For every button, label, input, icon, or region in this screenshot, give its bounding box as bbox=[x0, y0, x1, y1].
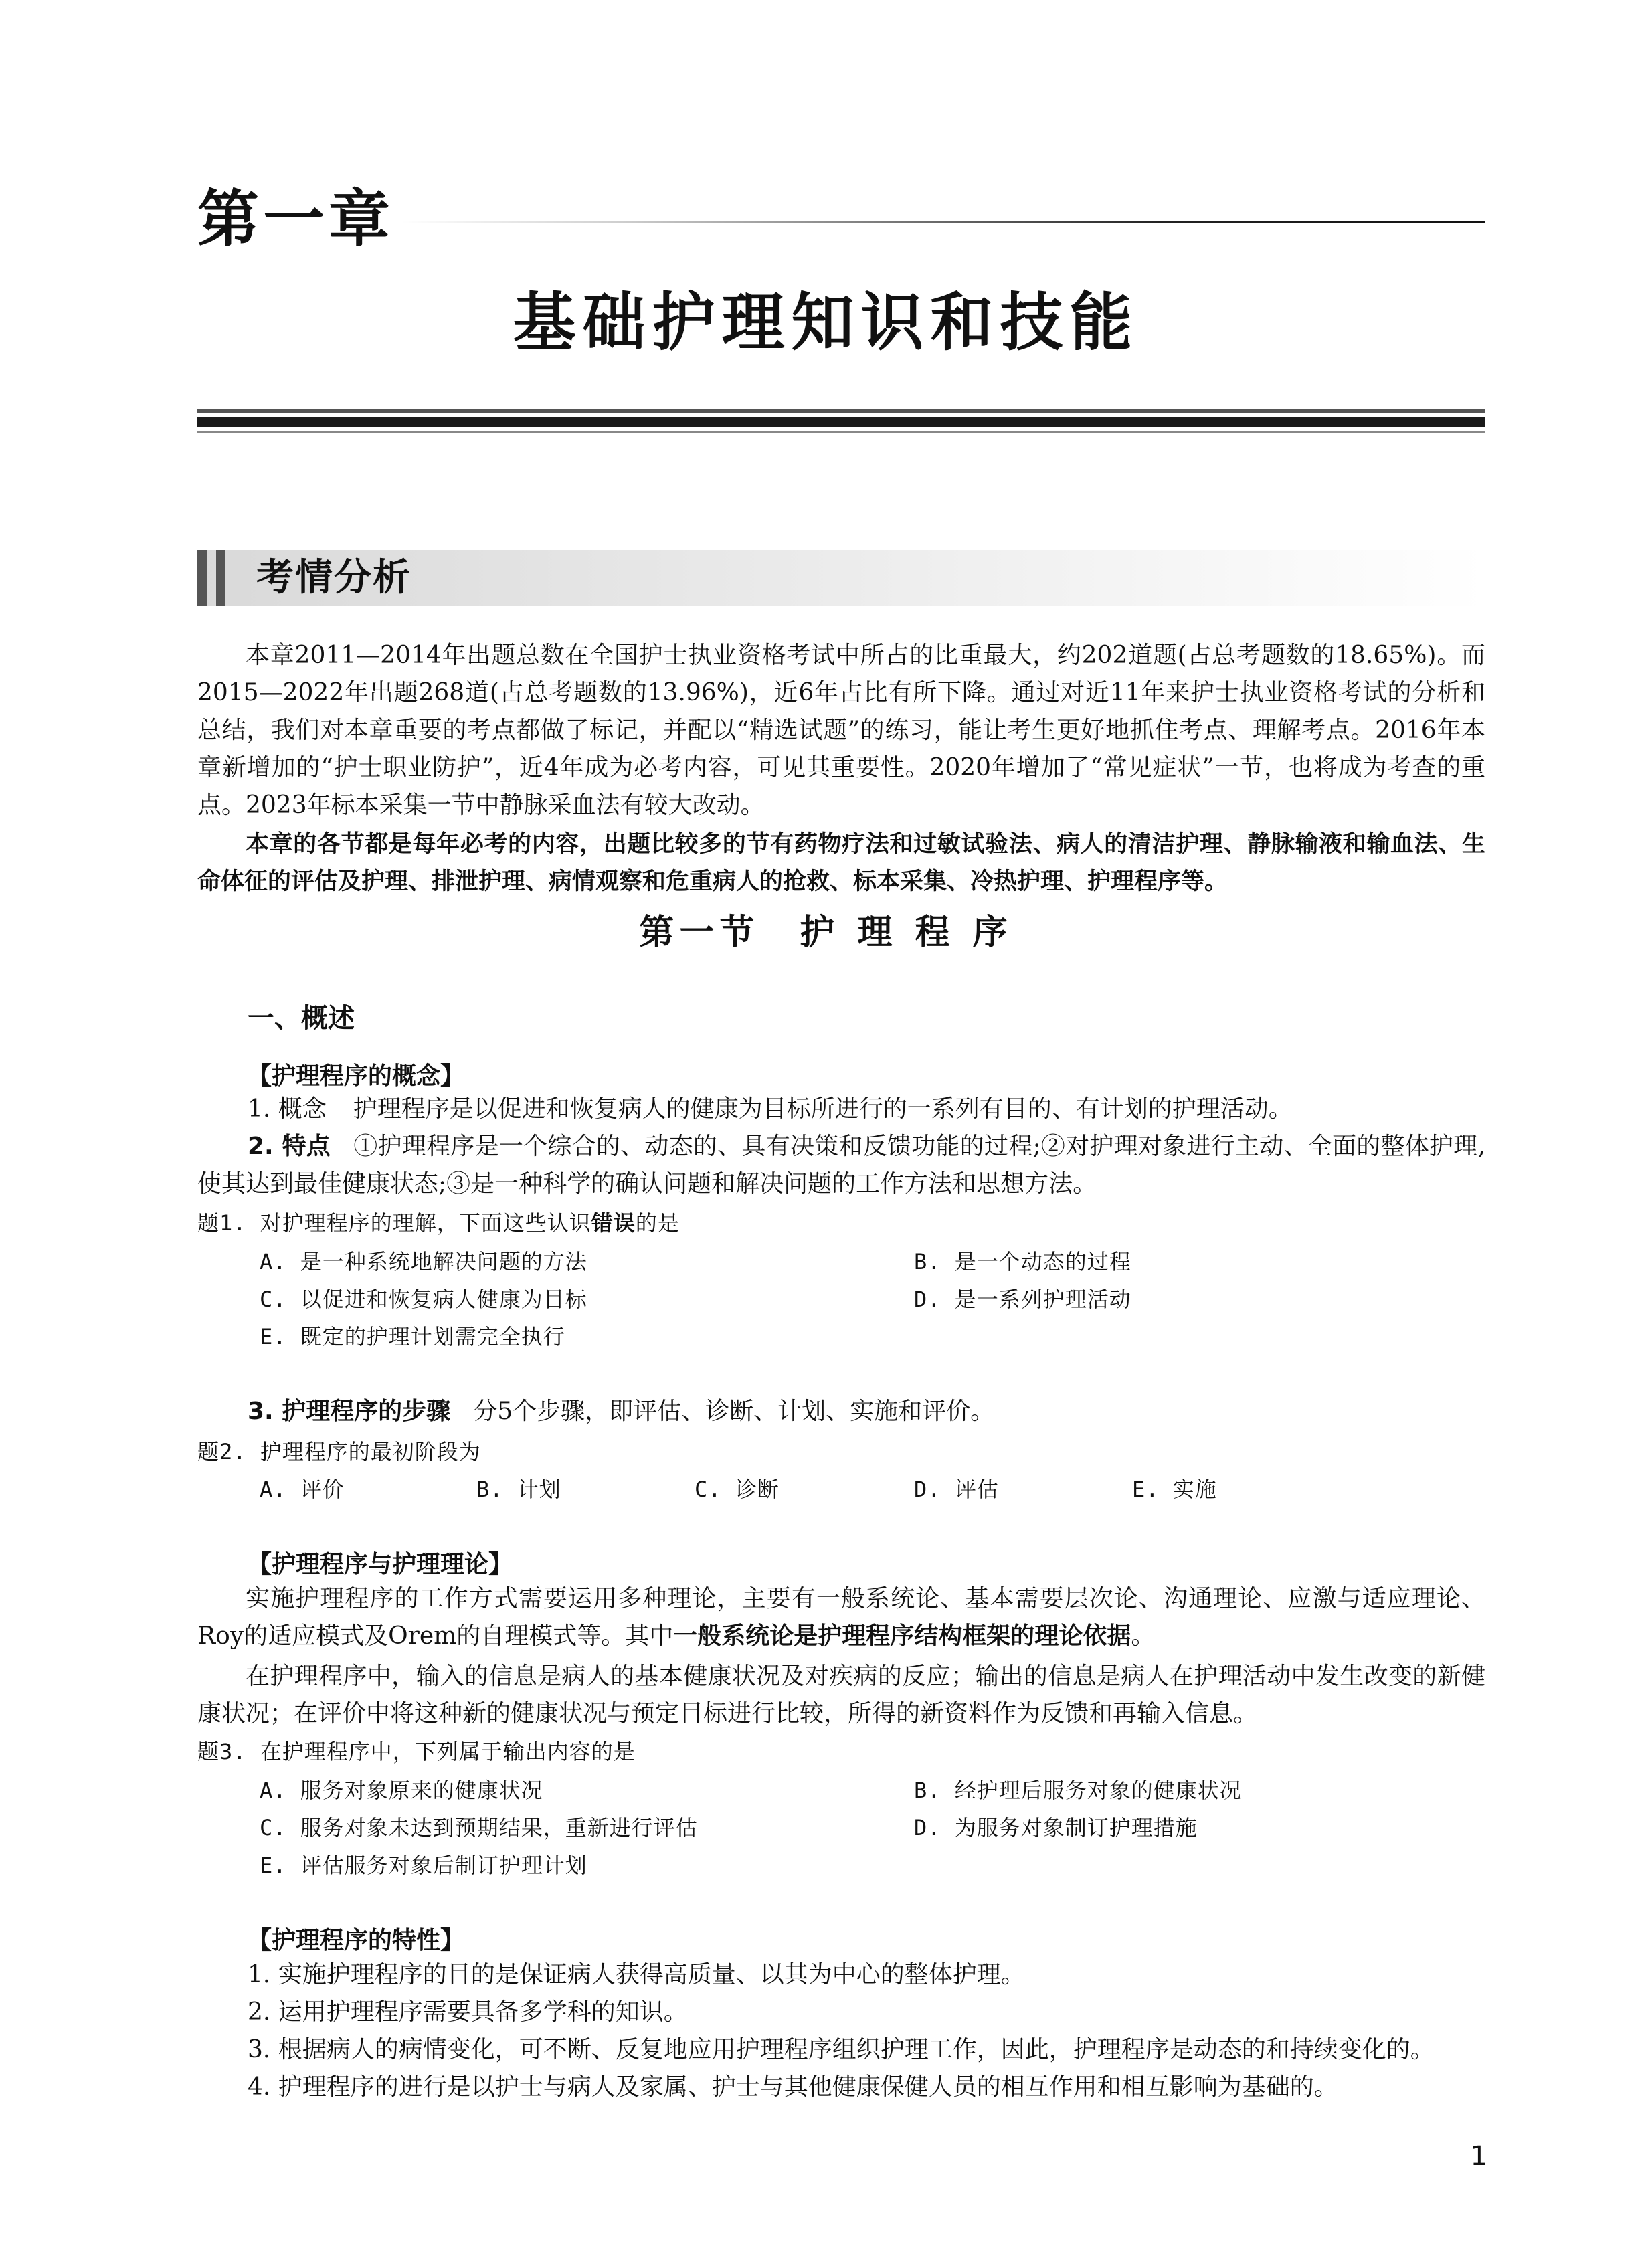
concept-item-1-label: 1. 概念 bbox=[248, 1095, 327, 1123]
question-1-emphasis: 错误 bbox=[591, 1210, 636, 1236]
question-3-option-b: B. 经护理后服务对象的健康状况 bbox=[914, 1778, 1242, 1803]
traits-header: 【护理程序的特性】 bbox=[248, 1927, 465, 1954]
question-2-option-d: D. 评估 bbox=[914, 1477, 999, 1502]
traits-item: 2. 运用护理程序需要具备多学科的知识。 bbox=[248, 1998, 688, 2026]
concept-item-2-label: 2. 特点 bbox=[248, 1133, 331, 1160]
chapter-number: 第一章 bbox=[197, 183, 395, 255]
concept-item-2-text: ①护理程序是一个综合的、动态的、具有决策和反馈功能的过程;②对护理对象进行主动、全面的整体护理,使其达到最佳健康状态;③是一种科学的确认问题和解决问题的工作方法和思想方法。 bbox=[197, 1133, 1486, 1198]
banner-bar-icon bbox=[197, 550, 207, 606]
banner-bar-icon bbox=[216, 550, 225, 606]
theory-key-point: 一般系统论是护理程序结构框架的理论依据 bbox=[673, 1622, 1131, 1650]
chapter-title: 基础护理知识和技能 bbox=[513, 286, 1139, 359]
question-1-option-c: C. 以促进和恢复病人健康为目标 bbox=[260, 1287, 587, 1312]
steps-text: 分5个步骤，即评估、诊断、计划、实施和评价。 bbox=[473, 1398, 995, 1425]
question-1-option-d: D. 是一系列护理活动 bbox=[914, 1287, 1131, 1312]
traits-item: 3. 根据病人的病情变化，可不断、反复地应用护理程序组织护理工作，因此，护理程序是动态的和持续变化的。 bbox=[248, 2036, 1435, 2063]
question-3-option-a: A. 服务对象原来的健康状况 bbox=[260, 1778, 543, 1803]
question-1-option-e: E. 既定的护理计划需完全执行 bbox=[260, 1324, 565, 1349]
analysis-paragraph: 本章2011—2014年出题总数在全国护士执业资格考试中所占的比重最大，约202道题(占总考题数的18.65%)。而2015—2022年出题268道(占总考题数的13.96%)，近6年占比有所下降。通过对近11年来护士执业资格考试的分析和总结，我们对本章重要的考点都做了标记，并配以“精选试题”的练习，能让考生更好地抓住考点、理解考点。2016年本章新增加的“护士职业防护”，近4年成为必考内容，可见其重要性。2020年增加了“常见症状”一节，也将成为考查的重点。2023年标本采集一节中静脉采血法有较大改动。 bbox=[197, 642, 1485, 819]
divider-thick bbox=[197, 417, 1485, 427]
concept-item-1-text: 护理程序是以促进和恢复病人的健康为目标所进行的一系列有目的、有计划的护理活动。 bbox=[353, 1095, 1293, 1123]
banner-title: 考情分析 bbox=[256, 556, 411, 599]
analysis-paragraph-2: 本章的各节都是每年必考的内容，出题比较多的节有药物疗法和过敏试验法、病人的清洁护理、静脉输液和输血法、生命体征的评估及护理、排泄护理、病情观察和危重病人的抢救、标本采集、冷热护理、护理程序等。 bbox=[197, 831, 1485, 895]
steps-line bbox=[248, 1393, 994, 1430]
traits-item: 4. 护理程序的进行是以护士与病人及家属、护士与其他健康保健人员的相互作用和相互影响为基础的。 bbox=[248, 2073, 1338, 2101]
theory-paragraph-1-text: 实施护理程序的工作方式需要运用多种理论，主要有一般系统论、基本需要层次论、沟通理论、应激与适应理论、Roy的适应模式及Orem的自理模式等。其中 bbox=[197, 1585, 1485, 1650]
question-2-option-c: C. 诊断 bbox=[695, 1477, 779, 1502]
theory-paragraph-1-end: 。 bbox=[1131, 1622, 1156, 1650]
concept-item-2 bbox=[197, 1128, 1485, 1203]
concept-item-1 bbox=[248, 1091, 1293, 1128]
question-3-option-c: C. 服务对象未达到预期结果，重新进行评估 bbox=[260, 1815, 698, 1841]
theory-paragraph-1 bbox=[197, 1580, 1485, 1655]
steps-label: 3. 护理程序的步骤 bbox=[248, 1398, 451, 1425]
divider-hairline bbox=[197, 431, 1485, 433]
page-number: 1 bbox=[1470, 2141, 1487, 2172]
question-2-option-e: E. 实施 bbox=[1132, 1477, 1217, 1502]
chapter-header-rule bbox=[401, 221, 1485, 223]
question-1-stem-text: 题1. 对护理程序的理解，下面这些认识 bbox=[197, 1210, 591, 1236]
question-3-option-d: D. 为服务对象制订护理措施 bbox=[914, 1815, 1198, 1841]
question-2-stem: 题2. 护理程序的最初阶段为 bbox=[197, 1439, 481, 1465]
traits-item: 1. 实施护理程序的目的是保证病人获得高质量、以其为中心的整体护理。 bbox=[248, 1961, 1025, 1988]
question-3-option-e: E. 评估服务对象后制订护理计划 bbox=[260, 1853, 587, 1878]
question-1-option-b: B. 是一个动态的过程 bbox=[914, 1249, 1131, 1275]
theory-paragraph-2: 在护理程序中，输入的信息是病人的基本健康状况及对疾病的反应；输出的信息是病人在护理活动中发生改变的新健康状况；在评价中将这种新的健康状况与预定目标进行比较，所得的新资料作为反馈和再输入信息。 bbox=[197, 1663, 1485, 1727]
question-3-stem: 题3. 在护理程序中，下列属于输出内容的是 bbox=[197, 1739, 636, 1764]
concept-header: 【护理程序的概念】 bbox=[248, 1062, 465, 1090]
subsection-heading: 一、概述 bbox=[248, 1003, 355, 1034]
question-1-option-a: A. 是一种系统地解决问题的方法 bbox=[260, 1249, 587, 1275]
question-1-stem-end: 的是 bbox=[635, 1210, 680, 1236]
question-2-option-b: B. 计划 bbox=[476, 1477, 561, 1502]
theory-header: 【护理程序与护理理论】 bbox=[248, 1551, 513, 1578]
question-1-stem bbox=[197, 1210, 680, 1236]
section-title: 第一节 护 理 程 序 bbox=[639, 912, 1013, 953]
divider-thin bbox=[197, 409, 1485, 413]
analysis-banner bbox=[197, 550, 1485, 606]
question-2-option-a: A. 评价 bbox=[260, 1477, 345, 1502]
